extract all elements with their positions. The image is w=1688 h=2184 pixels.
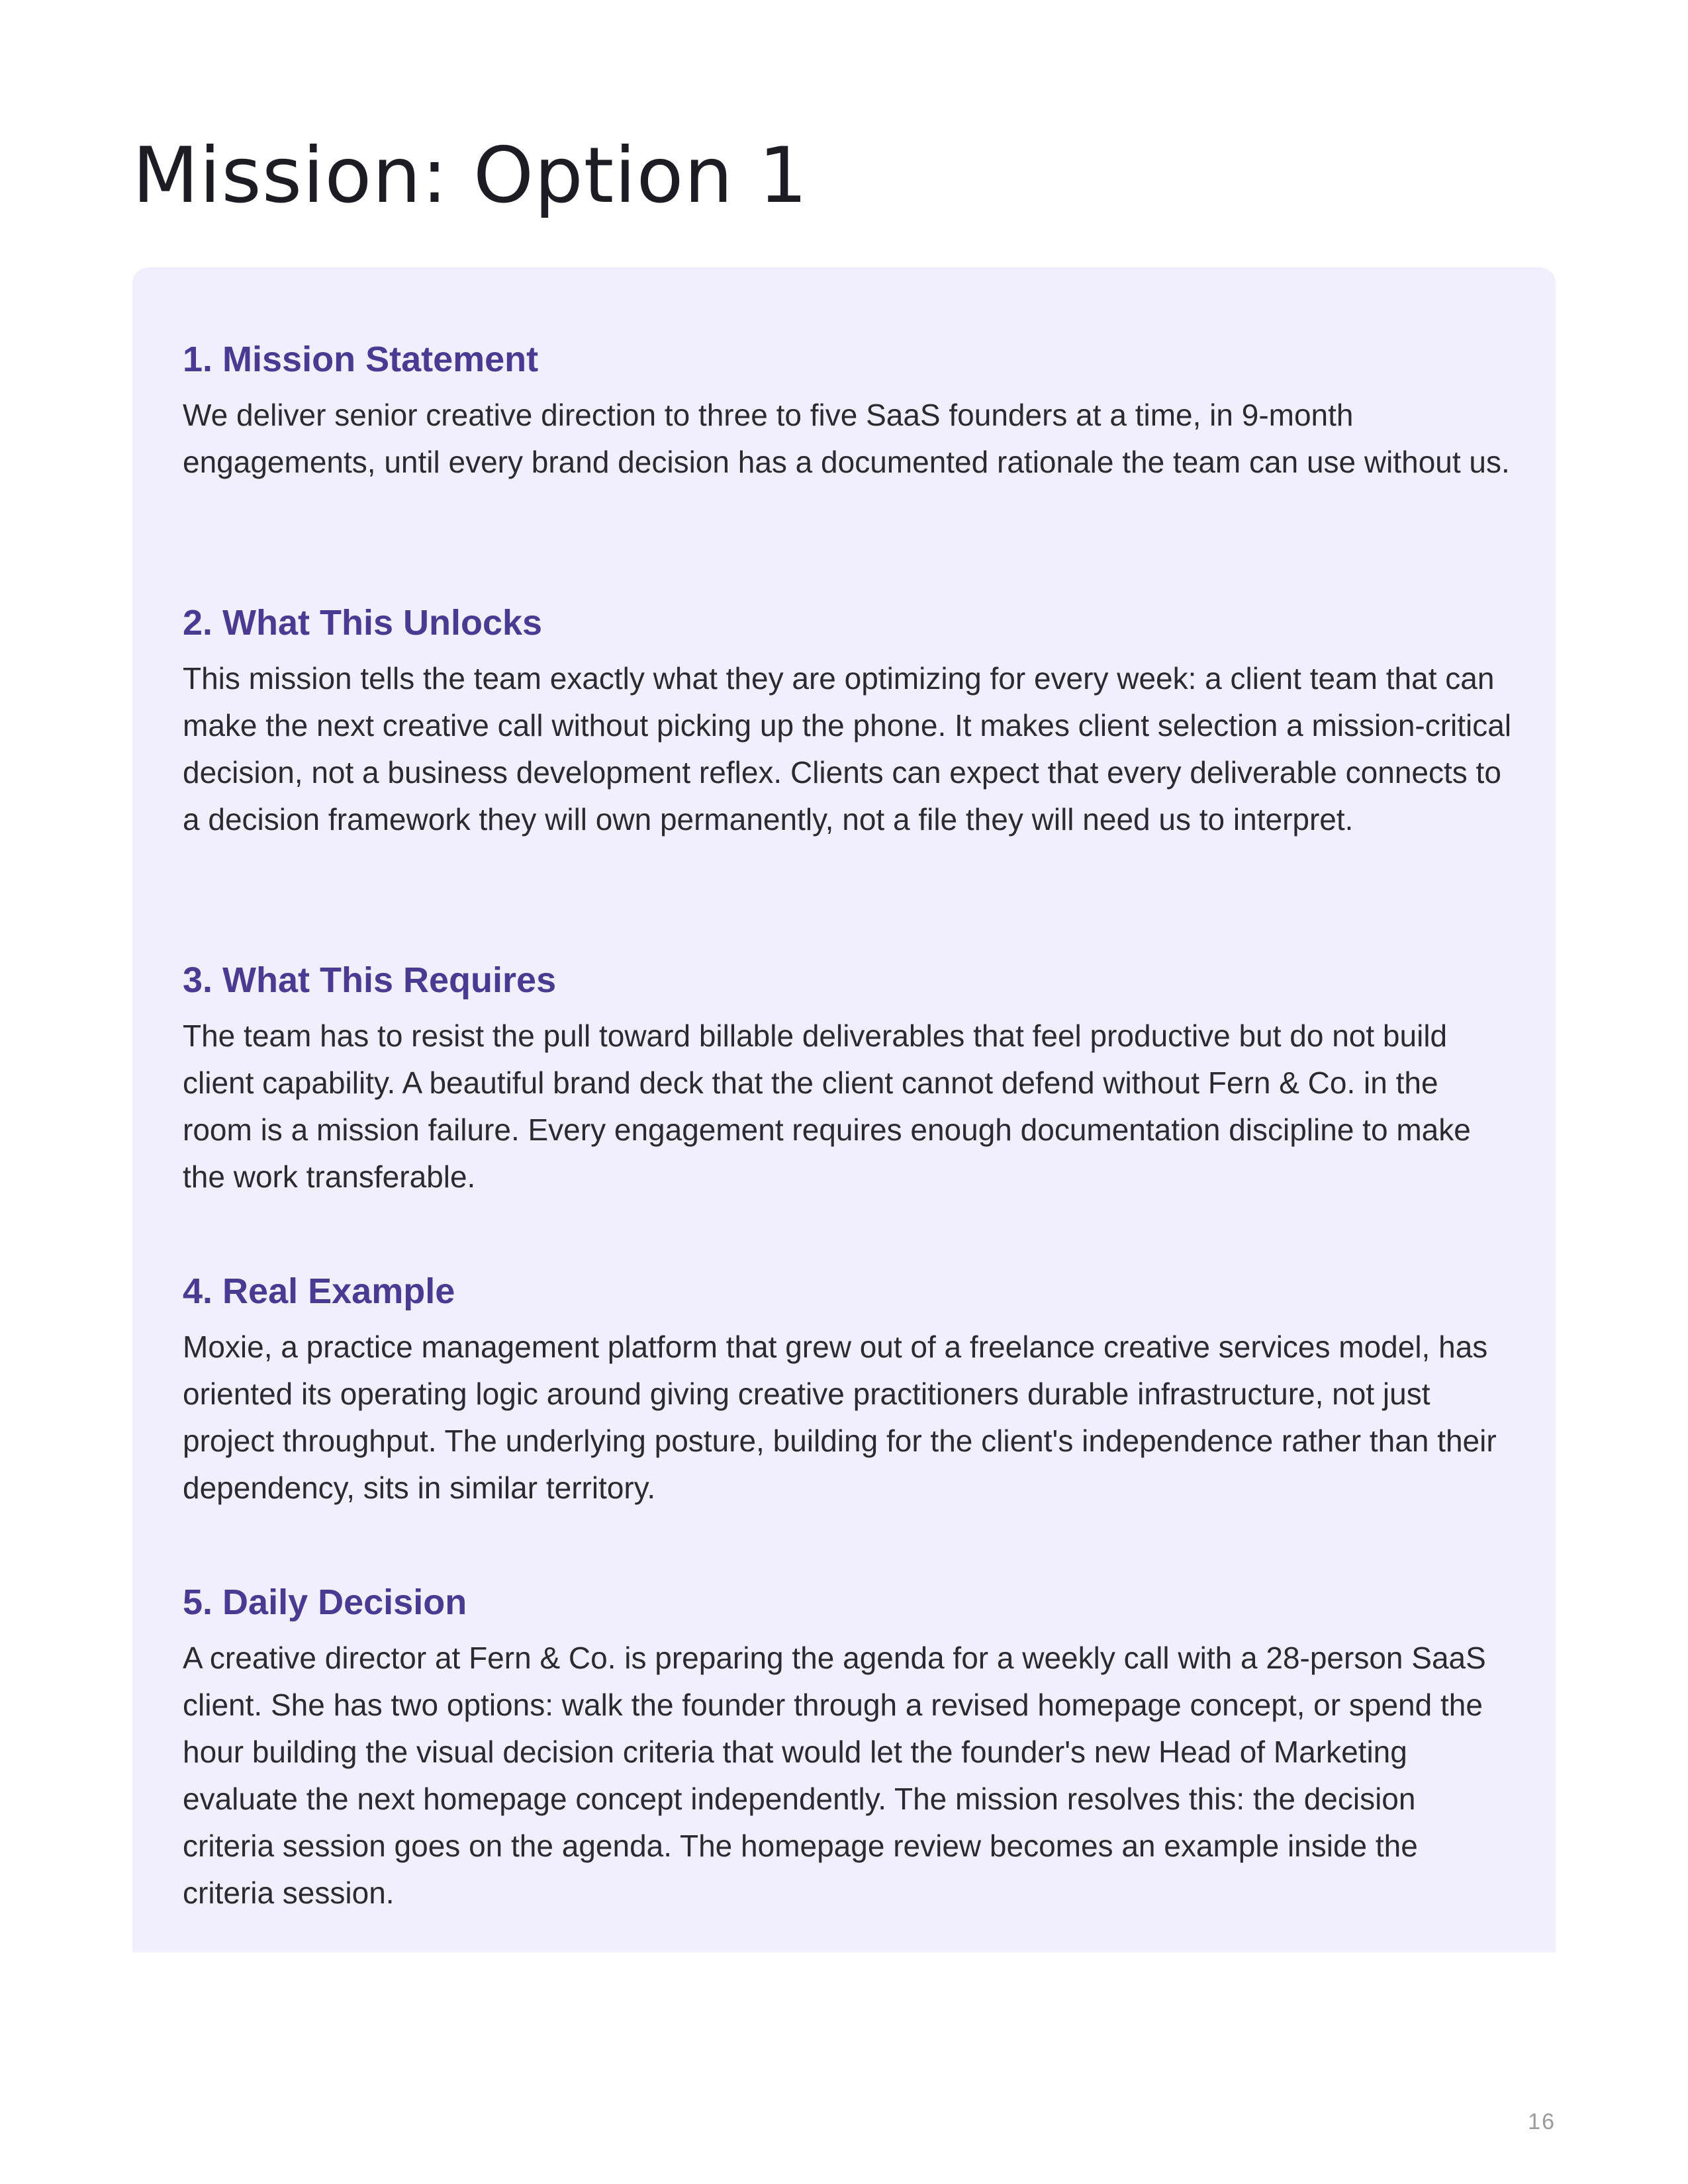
section-daily-decision bbox=[183, 1579, 1513, 1917]
page-title: Mission: Option 1 bbox=[132, 131, 808, 220]
section-mission-statement bbox=[183, 336, 1513, 486]
section-heading: 1. Mission Statement bbox=[183, 340, 539, 379]
page-number: 16 bbox=[1528, 2109, 1556, 2134]
section-real-example bbox=[183, 1268, 1513, 1512]
section-what-this-requires bbox=[183, 957, 1513, 1201]
section-heading: 3. What This Requires bbox=[183, 960, 557, 1000]
section-body: Moxie, a practice management platform that grew out of a freelance creative services model, has oriented its operating logic around giving creative practitioners durable infrastructure, not just project throughput. The underlying posture, building for the client's independence rather than their dependency, sits in similar territory. bbox=[183, 1330, 1497, 1505]
section-body: This mission tells the team exactly what they are optimizing for every week: a client team that can make the next creative call without picking up the phone. It makes client selection a mission-critical decision, not a business development reflex. Clients can expect that every deliverable connects to a decision framework they will own permanently, not a file they will need us to interpret. bbox=[183, 661, 1512, 837]
section-heading: 2. What This Unlocks bbox=[183, 603, 543, 643]
section-body: The team has to resist the pull toward billable deliverables that feel productive but do not build client capability. A beautiful brand deck that the client cannot defend without Fern & Co. in the room is a mission failure. Every engagement requires enough documentation discipline to make the work transferable. bbox=[183, 1019, 1471, 1194]
section-what-this-unlocks bbox=[183, 600, 1513, 843]
section-heading: 5. Daily Decision bbox=[183, 1582, 467, 1622]
section-body: A creative director at Fern & Co. is preparing the agenda for a weekly call with a 28-person SaaS client. She has two options: walk the founder through a revised homepage concept, or spend the hour building the visual decision criteria that would let the founder's new Head of Marketing evaluate the next homepage concept independently. The mission resolves this: the decision criteria session goes on the agenda. The homepage review becomes an example inside the criteria session. bbox=[183, 1641, 1486, 1910]
section-body: We deliver senior creative direction to three to five SaaS founders at a time, in 9-month engagements, until every brand decision has a documented rationale the team can use without us. bbox=[183, 398, 1510, 479]
section-heading: 4. Real Example bbox=[183, 1271, 455, 1311]
